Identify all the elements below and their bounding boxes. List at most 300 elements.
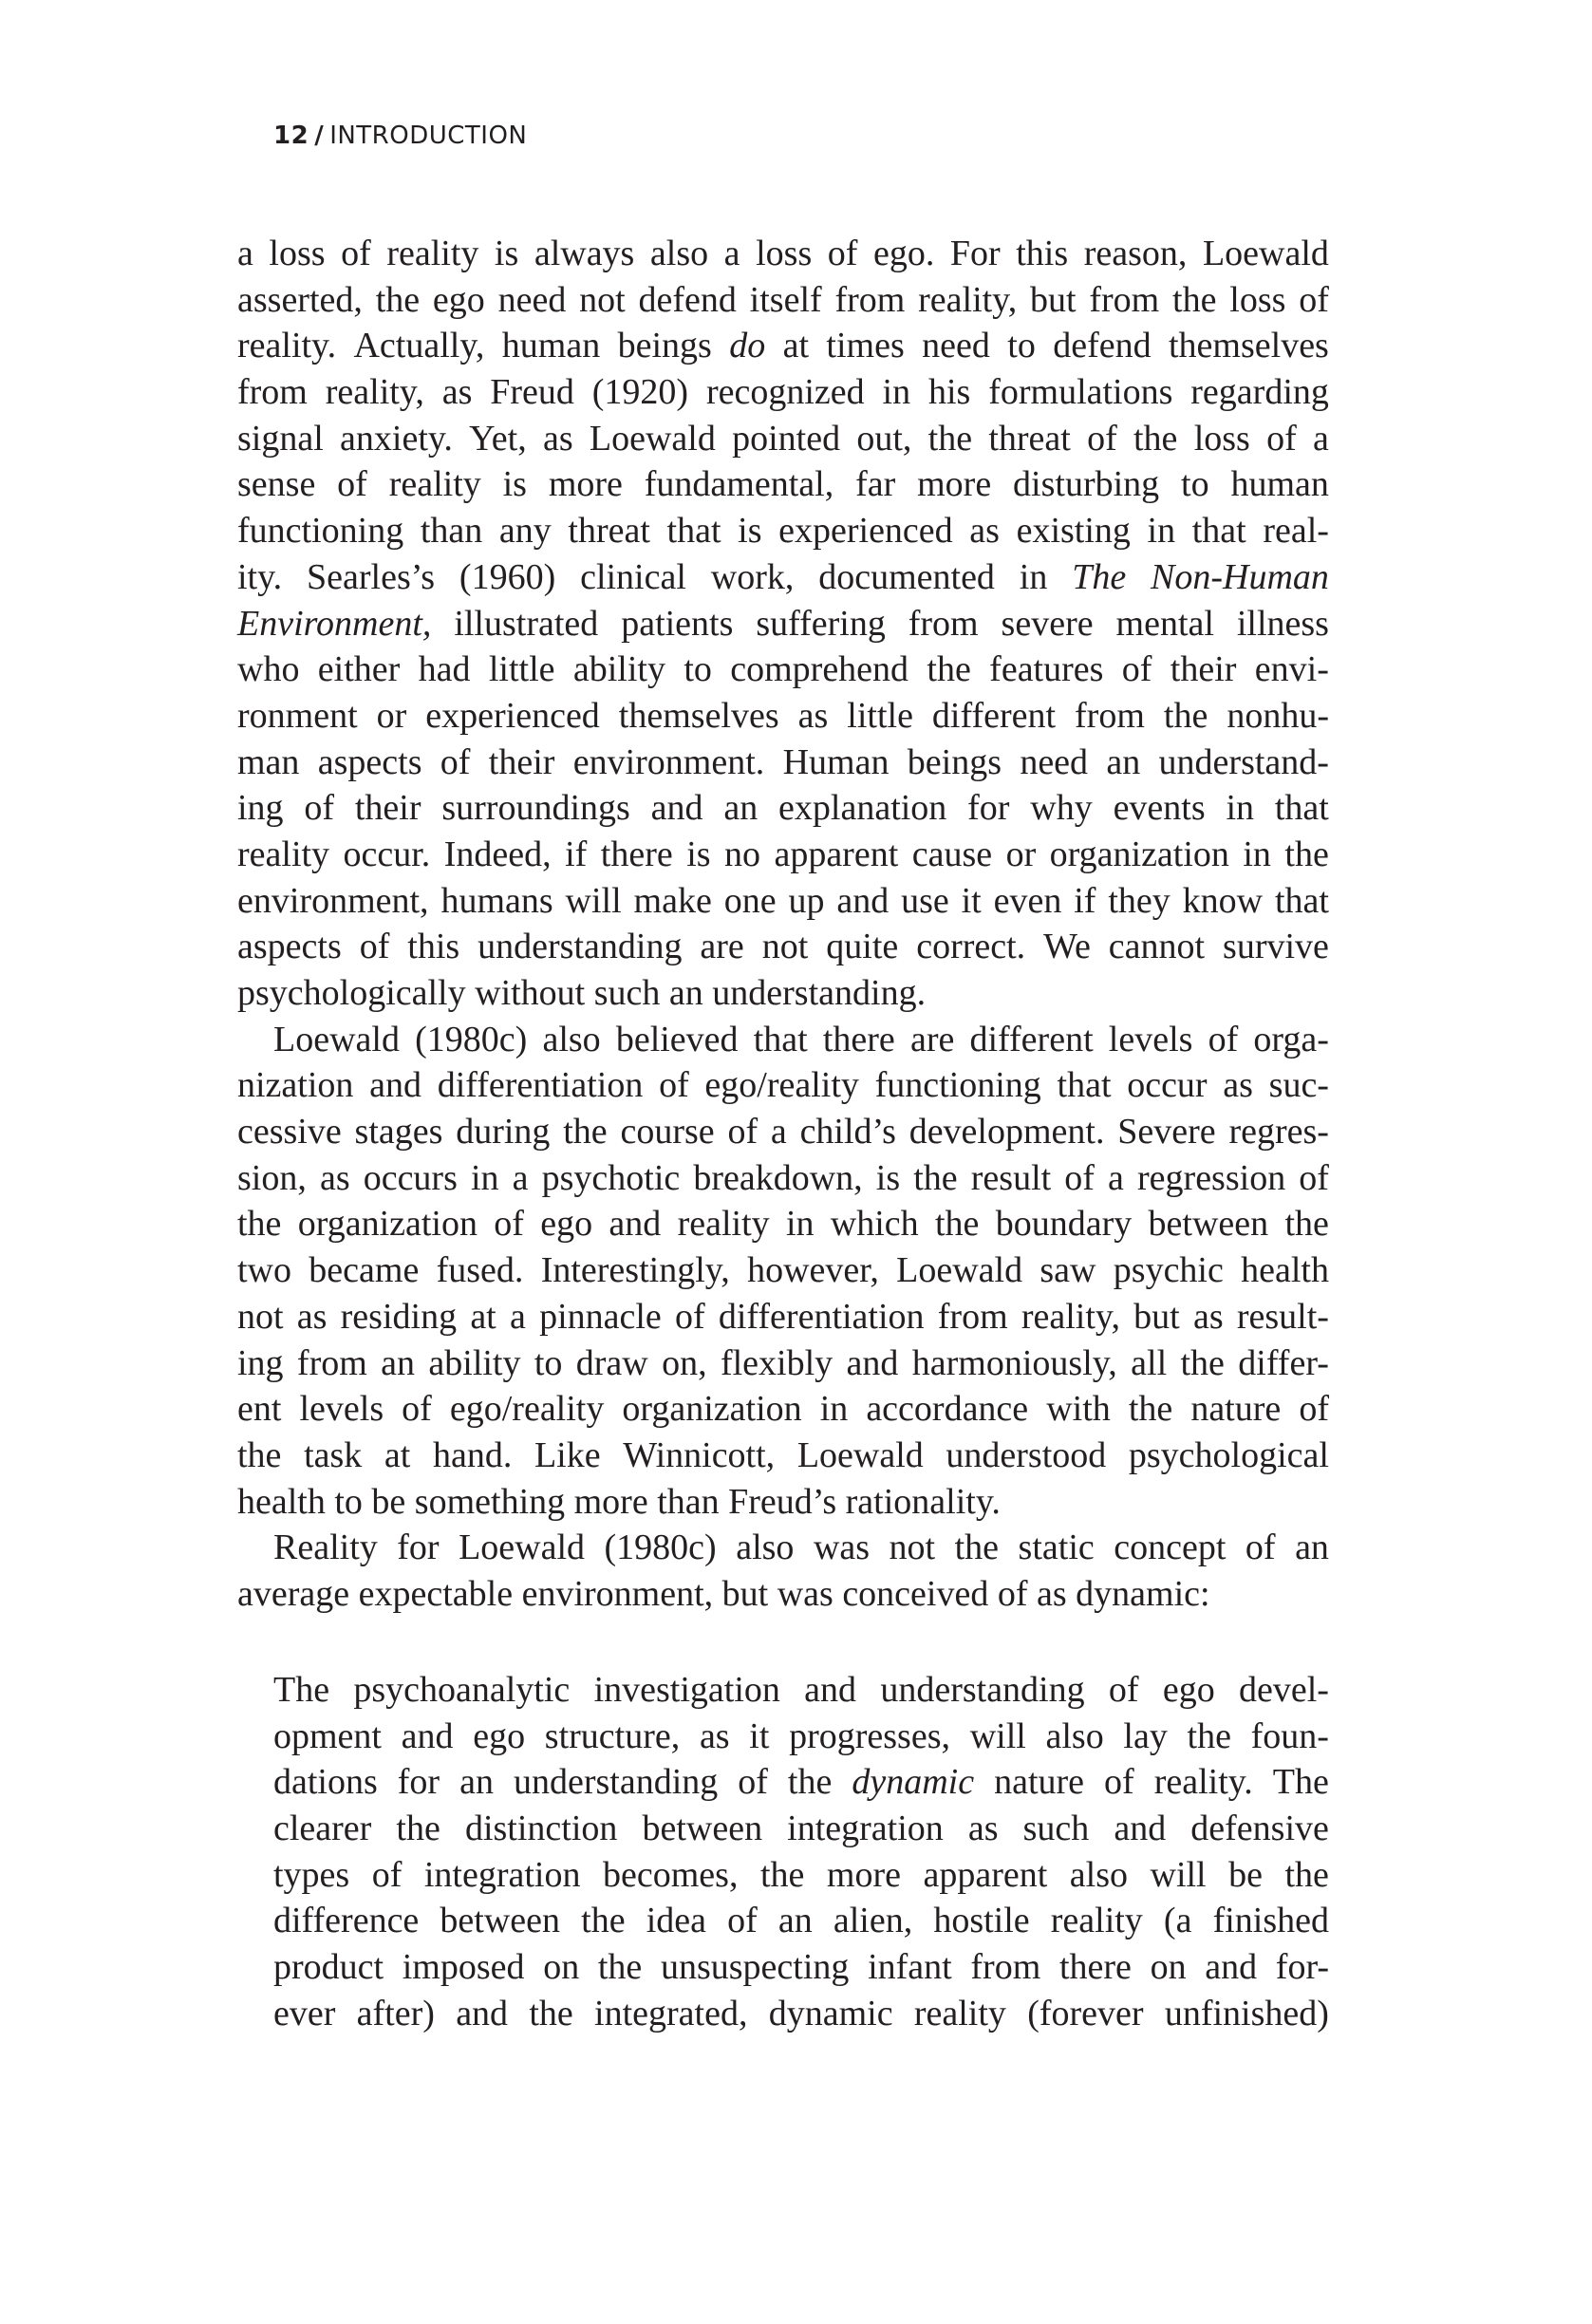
word: the	[1128, 1389, 1173, 1430]
word: differentiation	[437, 1065, 644, 1106]
text-line	[273, 1714, 1329, 1760]
word: aspects	[237, 927, 342, 967]
word: of	[738, 1762, 768, 1803]
word: from	[834, 279, 906, 320]
word: that	[1057, 1065, 1112, 1106]
word: no	[724, 834, 760, 874]
word: lay	[1123, 1715, 1168, 1756]
word: idea	[646, 1901, 706, 1941]
word: asserted,	[237, 279, 363, 320]
word: at	[384, 1434, 411, 1475]
word: of	[337, 464, 367, 505]
word: up	[788, 880, 825, 921]
word: itself	[749, 279, 822, 320]
word: of	[727, 1901, 758, 1941]
text-line	[237, 1062, 1329, 1109]
word: defend	[1053, 326, 1152, 366]
word: regres-	[1228, 1112, 1329, 1153]
word: and	[401, 1715, 454, 1756]
word: the	[1163, 695, 1208, 736]
word: ever	[273, 1993, 336, 2034]
word: of	[1121, 649, 1152, 690]
word: with	[1046, 1389, 1111, 1430]
word: the	[1284, 1854, 1329, 1895]
word: draw	[575, 1342, 648, 1383]
word: of	[1108, 1670, 1139, 1710]
word: to	[334, 1481, 363, 1522]
word: little	[847, 695, 913, 736]
word: more	[573, 1481, 648, 1522]
word: ability	[572, 649, 665, 690]
word: of	[359, 927, 390, 967]
text-line	[237, 1479, 1329, 1526]
word: result-	[1236, 1296, 1329, 1337]
word: task	[304, 1434, 363, 1475]
word: that	[1191, 511, 1246, 552]
word: why	[1030, 788, 1093, 829]
word: Winnicott,	[623, 1434, 776, 1475]
word: loss	[1193, 418, 1250, 459]
word: an	[381, 1342, 416, 1383]
word: result	[970, 1157, 1052, 1198]
word: The	[1272, 1762, 1329, 1803]
word: experienced	[425, 695, 600, 736]
word: breakdown,	[693, 1157, 863, 1198]
word: severe	[1001, 603, 1094, 644]
word: different	[969, 1019, 1094, 1059]
text-line	[237, 785, 1329, 832]
word: sense	[237, 464, 316, 505]
word: Loewald	[589, 418, 716, 459]
word: Actually,	[353, 326, 485, 366]
word: health	[237, 1481, 326, 1522]
word: pinnacle	[539, 1296, 662, 1337]
word: make	[633, 880, 712, 921]
text-line	[237, 323, 1329, 369]
word: Loewald	[273, 1019, 400, 1059]
text-line	[237, 1247, 1329, 1294]
text-line	[237, 1017, 1329, 1063]
word: humans	[440, 880, 553, 921]
word: not	[761, 927, 809, 967]
word: between	[1148, 1204, 1269, 1245]
word: two	[237, 1250, 291, 1291]
word: in	[470, 1157, 499, 1198]
word: the	[597, 1947, 643, 1988]
word: investigation	[593, 1670, 780, 1710]
word: Yet,	[469, 418, 527, 459]
word: organization	[297, 1204, 478, 1245]
word: quite	[826, 927, 899, 967]
paragraph	[237, 1017, 1329, 1526]
word: defend	[638, 279, 737, 320]
word: Reality	[273, 1527, 378, 1568]
word: functioning	[237, 511, 404, 552]
word: finished	[1212, 1901, 1329, 1941]
word: signal	[237, 418, 324, 459]
word: formulations	[988, 372, 1173, 413]
word: distinction	[464, 1809, 618, 1849]
word: mental	[1115, 603, 1214, 644]
page-number: 12	[273, 122, 309, 150]
word: on,	[662, 1342, 707, 1383]
word: dations	[273, 1762, 378, 1803]
word: will	[1150, 1854, 1207, 1895]
word: cause	[911, 834, 993, 874]
word: expectable	[358, 1573, 514, 1614]
word: an	[668, 973, 703, 1013]
word: of	[494, 1204, 524, 1245]
word: the	[759, 1854, 805, 1895]
word: the	[954, 1527, 1000, 1568]
word: reason,	[1083, 234, 1188, 273]
word: of	[1299, 1157, 1329, 1198]
word: ability	[428, 1342, 521, 1383]
word: the	[1133, 418, 1178, 459]
word: reality.	[1153, 1762, 1253, 1803]
word: of	[1266, 418, 1297, 459]
word: a	[770, 1112, 787, 1153]
text-line	[237, 740, 1329, 786]
word: which	[830, 1204, 919, 1245]
word: a	[509, 1296, 526, 1337]
word: that	[753, 1019, 808, 1059]
word: ego.	[872, 234, 935, 273]
word: was	[777, 1573, 833, 1614]
word: understanding	[478, 927, 683, 967]
word: but	[1133, 1296, 1180, 1337]
word: know	[1182, 880, 1264, 921]
word: that	[666, 511, 721, 552]
word: events	[1113, 788, 1206, 829]
text-line	[237, 1294, 1329, 1340]
word: the	[787, 1762, 833, 1803]
word: an	[777, 1901, 813, 1941]
word: reality	[1050, 1901, 1143, 1941]
word: dynamic	[768, 1993, 893, 2034]
word: use	[901, 880, 949, 921]
text-line	[237, 1571, 1329, 1618]
word: of	[997, 1573, 1028, 1614]
word: reality	[677, 1204, 770, 1245]
word: psychotic	[541, 1157, 681, 1198]
word: conceived	[842, 1573, 989, 1614]
word: of	[304, 788, 335, 829]
word: on	[543, 1947, 580, 1988]
word: loss	[269, 234, 326, 273]
word: ego	[1162, 1670, 1215, 1710]
word: ing	[237, 1342, 284, 1383]
text-line	[237, 832, 1329, 878]
word: environment,	[237, 880, 429, 921]
word: foun-	[1250, 1715, 1329, 1756]
text-line	[273, 1944, 1329, 1991]
word: as	[797, 695, 829, 736]
word: not	[889, 1527, 936, 1568]
word: as	[441, 372, 473, 413]
word: far	[855, 464, 896, 505]
word: and	[369, 1065, 421, 1106]
word: as	[967, 1809, 999, 1849]
word: fused.	[436, 1250, 524, 1291]
word: For	[949, 234, 1001, 273]
word: from	[296, 1342, 367, 1383]
text-line	[237, 924, 1329, 970]
word: at	[782, 326, 810, 366]
word: experienced	[778, 511, 953, 552]
word: psychoanalytic	[353, 1670, 571, 1710]
word: illustrated	[454, 603, 599, 644]
word: are	[909, 1019, 955, 1059]
word: an	[459, 1762, 494, 1803]
text-line	[237, 461, 1329, 508]
word: occur.	[343, 834, 431, 874]
word: and	[804, 1670, 857, 1710]
word: their	[354, 788, 421, 829]
word: integrated,	[594, 1993, 748, 2034]
word: reality,	[325, 372, 424, 413]
word: occur	[1127, 1065, 1208, 1106]
word: ent	[237, 1389, 282, 1430]
word: survive	[1223, 927, 1329, 967]
text-line	[237, 1155, 1329, 1202]
word: an	[723, 788, 759, 829]
word: differ-	[1238, 1342, 1329, 1383]
word: or	[376, 695, 407, 736]
word: sion,	[237, 1157, 307, 1198]
word: between	[642, 1809, 763, 1849]
word: one	[723, 880, 777, 921]
word: is	[875, 1157, 901, 1198]
word: the	[934, 1204, 980, 1245]
word: at	[470, 1296, 496, 1337]
paragraph	[237, 231, 1329, 1017]
word: of	[659, 1065, 689, 1106]
block-quote	[273, 1667, 1329, 2037]
text-line	[237, 1525, 1329, 1571]
word: from	[970, 1947, 1041, 1988]
word: ego/reality	[449, 1389, 605, 1430]
word: unfinished)	[1164, 1993, 1329, 2034]
word: the	[396, 1809, 440, 1849]
word: correct.	[916, 927, 1026, 967]
text-line	[237, 647, 1329, 693]
word: Severe	[1117, 1112, 1216, 1153]
word: there	[600, 834, 673, 874]
word: are	[700, 927, 744, 967]
word: hostile	[933, 1901, 1030, 1941]
word: the	[927, 418, 973, 459]
word: this	[1016, 234, 1069, 273]
word: nonhu-	[1227, 695, 1329, 736]
word: of	[827, 234, 858, 273]
word: suc-	[1268, 1065, 1329, 1106]
text-line	[237, 277, 1329, 324]
word: as	[296, 1296, 328, 1337]
word: this	[407, 927, 460, 967]
word: threat	[988, 418, 1071, 459]
word: dynamic	[852, 1762, 975, 1803]
word: be	[371, 1481, 406, 1522]
word: his	[927, 372, 971, 413]
word: the	[1180, 1342, 1225, 1383]
word: Like	[534, 1434, 601, 1475]
word: imposed	[402, 1947, 525, 1988]
word: as	[699, 1715, 730, 1756]
word: Searles’s	[307, 556, 436, 597]
word: in	[882, 372, 911, 413]
word: saw	[1039, 1250, 1096, 1291]
word: the	[375, 279, 421, 320]
word: is	[494, 234, 519, 273]
word: static	[1018, 1527, 1095, 1568]
word: always	[534, 234, 635, 273]
word: illness	[1236, 603, 1329, 644]
word: the	[1284, 1204, 1329, 1245]
word: progresses,	[789, 1715, 950, 1756]
word: as	[1037, 1573, 1067, 1614]
word: to	[534, 1342, 563, 1383]
text-line	[273, 1806, 1329, 1852]
word: reality	[237, 834, 330, 874]
word: Non-Human	[1151, 556, 1329, 597]
word: believed	[615, 1019, 739, 1059]
text-line	[237, 970, 1329, 1017]
word: understood	[946, 1434, 1107, 1475]
word: a	[1312, 418, 1329, 459]
word: (1980c)	[415, 1019, 528, 1059]
word: the	[529, 1993, 573, 2034]
word: or	[1005, 834, 1037, 874]
word: reality,	[918, 279, 1018, 320]
word: infant	[868, 1947, 952, 1988]
word: in	[1019, 556, 1048, 597]
word: there	[822, 1019, 895, 1059]
word: ego/reality	[704, 1065, 859, 1106]
word: (1920)	[591, 372, 689, 413]
word: differentiation	[718, 1296, 925, 1337]
word: any	[498, 511, 552, 552]
word: but	[1030, 279, 1077, 320]
word: work,	[710, 556, 795, 597]
word: (a	[1163, 1901, 1192, 1941]
word: suffering	[756, 603, 886, 644]
word: existing	[1016, 511, 1131, 552]
word: residing	[340, 1296, 458, 1337]
word: rationality.	[845, 1481, 1001, 1522]
word: psychic	[1113, 1250, 1224, 1291]
word: in	[1147, 511, 1176, 552]
word: surroundings	[441, 788, 630, 829]
word: as	[969, 511, 1000, 552]
word: dynamic:	[1076, 1573, 1210, 1614]
word: envi-	[1254, 649, 1329, 690]
word: comprehend	[730, 649, 909, 690]
word: during	[456, 1112, 551, 1153]
word: Human	[782, 741, 890, 782]
word: in	[819, 1389, 849, 1430]
word: different	[931, 695, 1057, 736]
word: Interestingly,	[540, 1250, 730, 1291]
word: more	[917, 464, 992, 505]
word: as	[319, 1157, 350, 1198]
word: organization	[1049, 834, 1229, 874]
word: Loewald	[896, 1250, 1023, 1291]
text-line	[273, 1667, 1329, 1714]
text-line	[273, 1991, 1329, 2037]
word: loss	[1229, 279, 1286, 320]
word: also	[1069, 1854, 1128, 1895]
word: environment.	[572, 741, 765, 782]
word: their	[1170, 649, 1237, 690]
word: is	[686, 834, 711, 874]
word: difference	[273, 1901, 420, 1941]
word: human	[501, 326, 601, 366]
word: a	[723, 234, 740, 273]
word: had	[418, 649, 471, 690]
text-line	[237, 508, 1329, 554]
word: nature	[1190, 1389, 1282, 1430]
word: nization	[237, 1065, 354, 1106]
word: themselves	[1169, 326, 1329, 366]
word: course	[620, 1112, 715, 1153]
word: to	[1007, 326, 1036, 366]
word: than	[420, 511, 483, 552]
word: patients	[621, 603, 734, 644]
word: regarding	[1190, 372, 1329, 413]
word: a	[237, 234, 253, 273]
text-line	[237, 1433, 1329, 1479]
word: the	[237, 1204, 282, 1245]
word: ego	[432, 279, 485, 320]
word: from	[937, 1296, 1008, 1337]
word: alien,	[833, 1901, 913, 1941]
word: integration	[423, 1854, 581, 1895]
word: need	[922, 326, 990, 366]
word: also	[542, 1019, 601, 1059]
word: an	[1106, 741, 1141, 782]
word: The	[273, 1670, 330, 1710]
word: of	[1104, 1762, 1134, 1803]
word: threat	[568, 511, 650, 552]
word: loss	[756, 234, 813, 273]
word: ing	[237, 788, 284, 829]
word: to	[684, 649, 712, 690]
word: is	[502, 464, 527, 505]
word: it	[961, 880, 982, 921]
word: levels	[1108, 1019, 1193, 1059]
word: as	[542, 418, 573, 459]
word: (1960)	[459, 556, 556, 597]
word: opment	[273, 1715, 382, 1756]
word: (1980c)	[604, 1527, 717, 1568]
running-head-separator: /	[314, 122, 325, 150]
word: such	[1022, 1809, 1090, 1849]
word: human	[1230, 464, 1329, 505]
word: flexibly	[720, 1342, 833, 1383]
word: functioning	[874, 1065, 1041, 1106]
word: We	[1043, 927, 1091, 967]
text-line	[237, 601, 1329, 647]
word: on	[1150, 1947, 1187, 1988]
word: became	[309, 1250, 420, 1291]
word: be	[1228, 1854, 1263, 1895]
text-line	[273, 1852, 1329, 1899]
word: little	[488, 649, 555, 690]
word: cannot	[1108, 927, 1206, 967]
word: psychological	[1128, 1434, 1329, 1475]
text-line	[237, 1201, 1329, 1247]
